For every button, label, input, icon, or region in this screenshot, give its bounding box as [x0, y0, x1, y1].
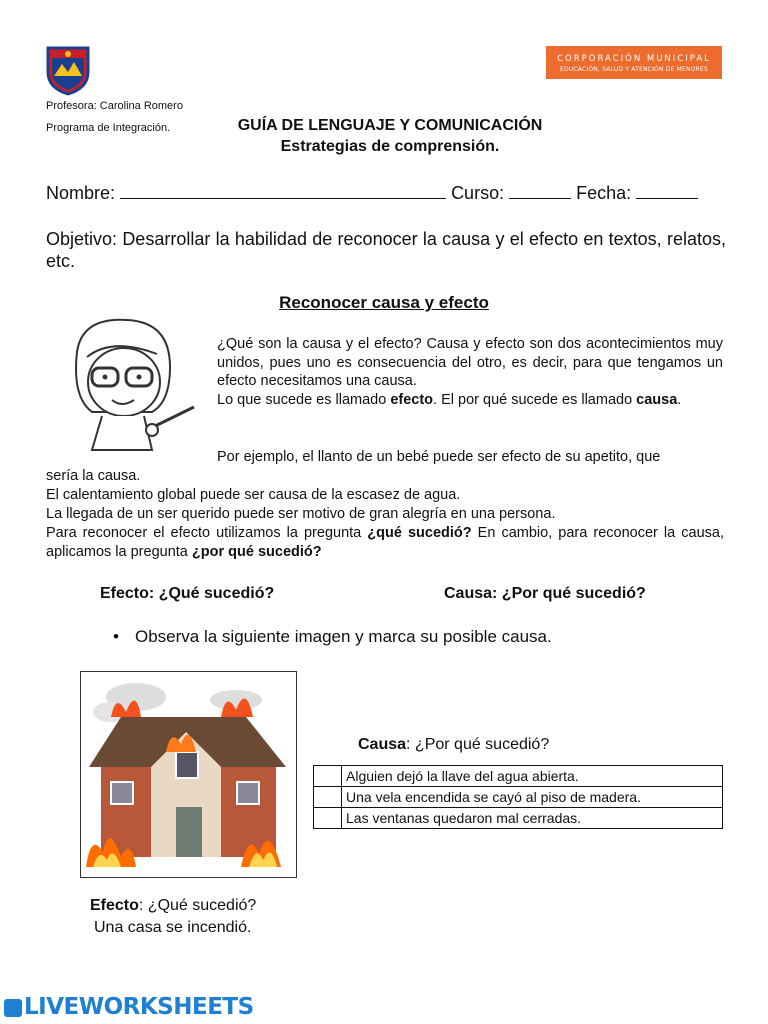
table-row — [314, 808, 723, 829]
p2-text-e: . — [677, 392, 682, 408]
example-line-1: Por ejemplo, el llanto de un bebé puede ser efecto de su apetito, que — [217, 449, 661, 465]
p6-what-question: ¿qué sucedió? — [367, 525, 472, 541]
date-field[interactable] — [636, 184, 698, 199]
example-loved-one: La llegada de un ser querido puede ser motivo de gran alegría en una persona. — [46, 506, 556, 522]
option-checkbox-2[interactable] — [314, 787, 342, 808]
instruction-item — [113, 627, 552, 647]
liveworksheets-icon — [4, 999, 22, 1017]
cause-options-table — [313, 765, 723, 829]
page-subtitle: Estrategias de comprensión. — [280, 138, 500, 155]
teacher-name: Profesora: Carolina Romero — [46, 100, 183, 112]
date-label: Fecha: — [576, 183, 632, 203]
example-global-warming: El calentamiento global puede ser causa de la escasez de agua. — [46, 487, 461, 503]
option-text-3: Las ventanas quedaron mal cerradas. — [342, 808, 723, 829]
page-title: GUÍA DE LENGUAJE Y COMUNICACIÓN — [237, 117, 543, 134]
table-row — [314, 787, 723, 808]
effect-question — [90, 897, 256, 915]
p2-cause-word: causa — [636, 392, 678, 408]
corp-logo-line1: CORPORACIÓN MUNICIPAL — [557, 54, 711, 64]
bullet-icon: • — [113, 627, 119, 646]
house-fire-icon — [81, 672, 296, 877]
option-checkbox-1[interactable] — [314, 766, 342, 787]
cause-question-label: Causa: ¿Por qué sucedió? — [444, 585, 646, 602]
objective-text: Objetivo: Desarrollar la habilidad de reconocer la causa y el efecto en textos, relatos, etc. — [46, 229, 726, 271]
burning-house-image — [80, 671, 297, 878]
cause-question-text: : ¿Por qué sucedió? — [406, 736, 550, 753]
p2-text-c: . El por qué sucede es llamado — [433, 392, 637, 408]
effect-label: Efecto — [90, 897, 139, 914]
effect-question-label: Efecto: ¿Qué sucedió? — [100, 585, 275, 602]
option-text-2: Una vela encendida se cayó al piso de madera. — [342, 787, 723, 808]
brand-text: LIVEWORKSHEETS — [24, 994, 254, 1020]
section-title: Reconocer causa y efecto — [279, 293, 489, 312]
effect-question-text: : ¿Qué sucedió? — [138, 897, 257, 914]
example-line-2: sería la causa. — [46, 468, 141, 484]
p2-text-a: Lo que sucede es llamado — [217, 392, 391, 408]
option-checkbox-3[interactable] — [314, 808, 342, 829]
table-row — [314, 766, 723, 787]
teacher-illustration — [52, 312, 197, 452]
p2-effect-word: efecto — [390, 392, 434, 408]
p6-why-question: ¿por qué sucedió? — [191, 543, 322, 560]
p6-text-c: En cambio, para reconocer la causa, aplicamos la pregunta — [46, 525, 724, 560]
cause-question — [358, 736, 549, 754]
intro-paragraph-2 — [217, 391, 723, 410]
program-name: Programa de Integración. — [46, 122, 171, 134]
option-text-1: Alguien dejó la llave del agua abierta. — [342, 766, 723, 787]
student-info-line — [46, 183, 698, 204]
name-field[interactable] — [120, 184, 446, 199]
name-label: Nombre: — [46, 183, 116, 203]
liveworksheets-logo — [4, 994, 254, 1020]
corp-logo-line2: EDUCACIÓN, SALUD Y ATENCIÓN DE MENORES — [559, 66, 709, 73]
p6-text-a: Para reconocer el efecto utilizamos la pregunta — [46, 525, 368, 541]
course-label: Curso: — [451, 183, 505, 203]
recognition-paragraph — [46, 524, 724, 561]
course-field[interactable] — [509, 184, 571, 199]
instruction-text: Observa la siguiente imagen y marca su posible causa. — [135, 627, 552, 646]
corporation-logo — [546, 46, 722, 79]
school-crest-logo — [46, 46, 90, 96]
intro-paragraph-1: ¿Qué son la causa y el efecto? Causa y efecto son dos acontecimientos muy unidos, pues uno es consecuencia del otro, es decir, para que tengamos un efecto necesitamos una causa. — [217, 336, 723, 389]
effect-answer: Una casa se incendió. — [94, 919, 252, 936]
cause-label: Causa — [358, 736, 407, 753]
